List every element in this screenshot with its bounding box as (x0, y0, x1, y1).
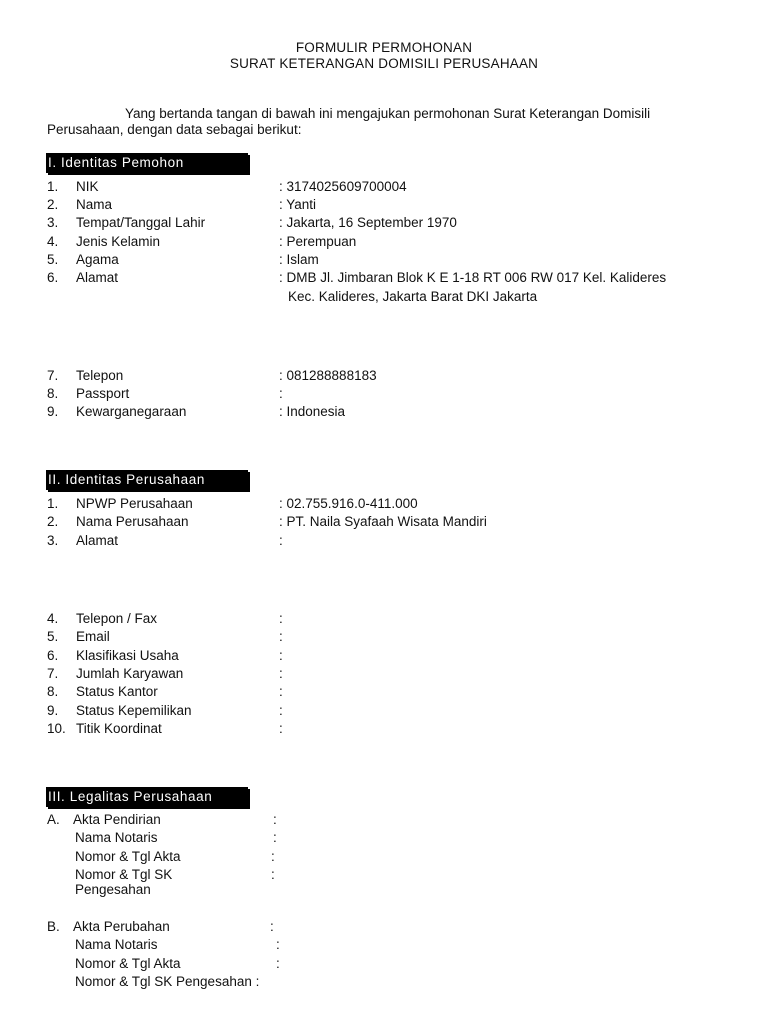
field-value-continuation: Kec. Kalideres, Jakarta Barat DKI Jakarta (288, 289, 538, 304)
field-label: Alamat (76, 533, 119, 548)
field-value: : 3174025609700004 (279, 179, 407, 194)
field-value: : (279, 684, 283, 699)
row-number: 2. (47, 514, 59, 529)
form-title: FORMULIR PERMOHONAN (295, 40, 473, 55)
field-label: NIK (76, 179, 99, 194)
field-label: Telepon / Fax (76, 611, 158, 626)
row-number: 2. (47, 197, 59, 212)
field-label: Nomor & Tgl SK (75, 867, 173, 882)
row-number: 7. (47, 666, 59, 681)
row-number: 4. (47, 611, 59, 626)
section-heading-text: I. Identitas Pemohon (48, 155, 184, 170)
field-value: : (279, 666, 283, 681)
field-label: Passport (76, 386, 130, 401)
field-value: : Indonesia (279, 404, 346, 419)
intro-line-2: Perusahaan, dengan data sebagai berikut: (47, 122, 302, 137)
field-value: : (279, 533, 283, 548)
row-number: 6. (47, 270, 59, 285)
section-heading-legalitas (46, 787, 248, 807)
field-label: Nomor & Tgl SK Pengesahan : (75, 974, 260, 989)
row-number: 5. (47, 629, 59, 644)
row-number: 9. (47, 404, 59, 419)
form-subtitle: SURAT KETERANGAN DOMISILI PERUSAHAAN (229, 56, 539, 71)
intro-line-1: Yang bertanda tangan di bawah ini mengajukan permohonan Surat Keterangan Domisili (125, 106, 651, 121)
field-label: Nama (76, 197, 113, 212)
field-value: : (279, 703, 283, 718)
field-label: Nama Notaris (75, 830, 158, 845)
field-value: : (279, 386, 283, 401)
field-label: Nomor & Tgl Akta (75, 849, 181, 864)
field-label: Agama (76, 252, 119, 267)
section-heading-pemohon (46, 153, 248, 173)
field-value: : (279, 648, 283, 663)
section-heading-perusahaan (46, 470, 248, 490)
row-number: 1. (47, 179, 59, 194)
section-heading-text: II. Identitas Perusahaan (48, 472, 205, 487)
field-value: : Jakarta, 16 September 1970 (279, 215, 457, 230)
field-colon: : (276, 956, 280, 971)
field-value: : Islam (279, 252, 319, 267)
field-label: Status Kantor (76, 684, 158, 699)
row-number: 8. (47, 386, 59, 401)
row-number: 5. (47, 252, 59, 267)
field-colon: : (273, 830, 277, 845)
field-label: Nama Perusahaan (76, 514, 189, 529)
field-label: Klasifikasi Usaha (76, 648, 179, 663)
field-value: : (279, 611, 283, 626)
section-heading-text: III. Legalitas Perusahaan (48, 789, 213, 804)
field-value: : DMB Jl. Jimbaran Blok K E 1-18 RT 006 RW 017 Kel. Kalideres (279, 270, 667, 285)
row-number: 1. (47, 496, 59, 511)
field-label: Telepon (76, 368, 124, 383)
field-label-continuation: Pengesahan (75, 882, 151, 897)
field-label: Titik Koordinat (76, 721, 162, 736)
field-label: NPWP Perusahaan (76, 496, 193, 511)
row-number: 6. (47, 648, 59, 663)
field-value: : (279, 629, 283, 644)
field-label: Nomor & Tgl Akta (75, 956, 181, 971)
field-colon: : (271, 867, 275, 882)
field-label: Jenis Kelamin (76, 234, 161, 249)
field-value: : Yanti (279, 197, 317, 212)
field-label: Status Kepemilikan (76, 703, 192, 718)
group-title: Akta Perubahan (73, 919, 170, 934)
field-value: : PT. Naila Syafaah Wisata Mandiri (279, 514, 487, 529)
field-colon: : (270, 919, 274, 934)
field-value: : 02.755.916.0-411.000 (279, 496, 418, 511)
row-number: 9. (47, 703, 59, 718)
group-letter: A. (47, 812, 60, 827)
row-number: 7. (47, 368, 59, 383)
row-number: 10. (47, 721, 66, 736)
field-label: Kewarganegaraan (76, 404, 187, 419)
row-number: 3. (47, 533, 59, 548)
field-value: : Perempuan (279, 234, 357, 249)
field-label: Jumlah Karyawan (76, 666, 184, 681)
field-label: Tempat/Tanggal Lahir (76, 215, 206, 230)
field-value: : (279, 721, 283, 736)
field-colon: : (276, 937, 280, 952)
field-colon: : (271, 849, 275, 864)
row-number: 4. (47, 234, 59, 249)
field-label: Nama Notaris (75, 937, 158, 952)
field-label: Alamat (76, 270, 119, 285)
group-letter: B. (47, 919, 60, 934)
field-value: : 081288888183 (279, 368, 377, 383)
field-label: Email (76, 629, 110, 644)
row-number: 8. (47, 684, 59, 699)
field-colon: : (273, 812, 277, 827)
row-number: 3. (47, 215, 59, 230)
group-title: Akta Pendirian (73, 812, 161, 827)
